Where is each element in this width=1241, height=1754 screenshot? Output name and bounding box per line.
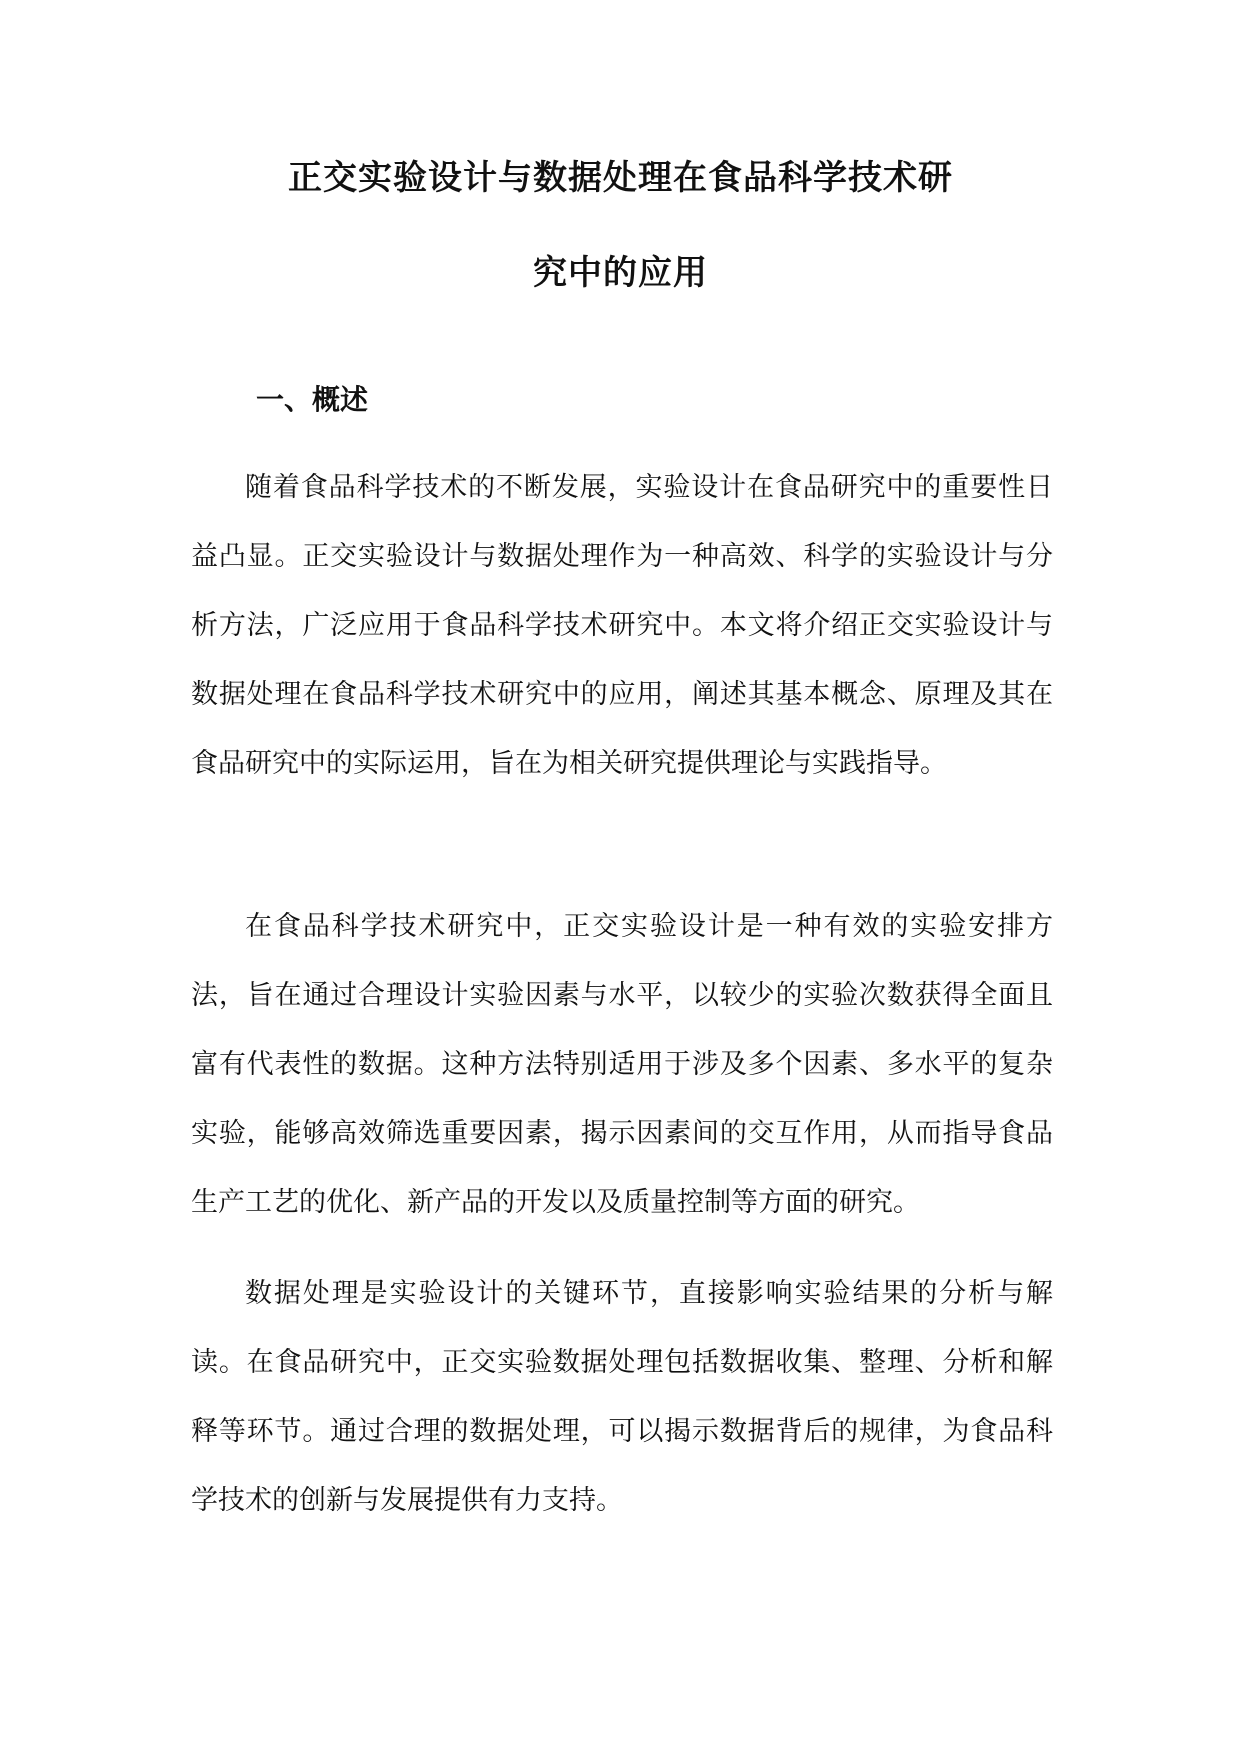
document-title-line-1: 正交实验设计与数据处理在食品科学技术研 <box>288 158 953 198</box>
document-title-line-2: 究中的应用 <box>533 253 708 293</box>
body-paragraph-3: 数据处理是实验设计的关键环节，直接影响实验结果的分析与解读。在食品研究中，正交实验数据处理包括数据收集、整理、分析和解释等环节。通过合理的数据处理，可以揭示数据背后的规律，为食品科学技术的创新与发展提供有力支持。 <box>191 1278 1053 1516</box>
body-paragraph-2: 在食品科学技术研究中，正交实验设计是一种有效的实验安排方法，旨在通过合理设计实验因素与水平，以较少的实验次数获得全面且富有代表性的数据。这种方法特别适用于涉及多个因素、多水平的复杂实验，能够高效筛选重要因素，揭示因素间的交互作用，从而指导食品生产工艺的优化、新产品的开发以及质量控制等方面的研究。 <box>191 911 1053 1218</box>
body-paragraph-1: 随着食品科学技术的不断发展，实验设计在食品研究中的重要性日益凸显。正交实验设计与数据处理作为一种高效、科学的实验设计与分析方法，广泛应用于食品科学技术研究中。本文将介绍正交实验设计与数据处理在食品科学技术研究中的应用，阐述其基本概念、原理及其在食品研究中的实际运用，旨在为相关研究提供理论与实践指导。 <box>191 472 1053 779</box>
section-heading-overview: 一、概述 <box>256 383 369 416</box>
